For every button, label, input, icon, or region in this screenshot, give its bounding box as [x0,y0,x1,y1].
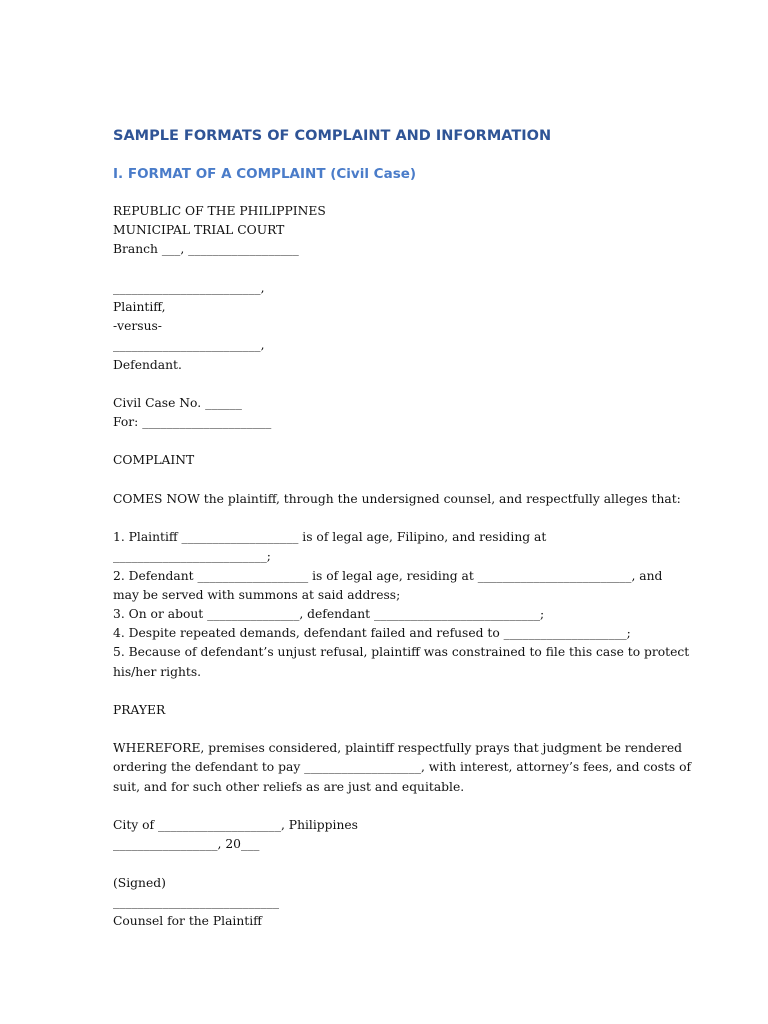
spacer [113,471,673,490]
spacer [113,432,673,451]
allegation-5-line-2: his/her rights. [113,664,202,679]
counsel-label: Counsel for the Plaintiff [113,913,262,928]
spacer [113,509,673,528]
spacer [113,260,673,279]
versus-label: -versus- [113,319,162,334]
document-page [113,125,692,931]
spacer [113,720,673,739]
allegation-3: 3. On or about _______________, defendant ___________________________; [113,606,545,621]
section-heading: I. FORMAT OF A COMPLAINT (Civil Case) [113,166,417,182]
plaintiff-blank: ________________________, [113,280,265,295]
prayer-line-1: WHEREFORE, premises considered, plaintiff respectfully prays that judgment be rendered [113,741,683,756]
closing-date: _________________, 20___ [113,837,260,852]
spacer [113,375,673,394]
prayer-line-2: ordering the defendant to pay ___________________, with interest, attorney’s fees, and costs of [113,760,692,775]
complaint-intro: COMES NOW the plaintiff, through the undersigned counsel, and respectfully alleges that: [113,491,681,506]
prayer-heading: PRAYER [113,702,166,717]
plaintiff-label: Plaintiff, [113,299,166,314]
defendant-blank: ________________________, [113,338,265,353]
document-title: SAMPLE FORMATS OF COMPLAINT AND INFORMATION [113,128,552,144]
caption-republic: REPUBLIC OF THE PHILIPPINES [113,204,326,218]
civil-case-number: Civil Case No. ______ [113,395,242,410]
spacer [113,797,673,816]
caption-court: MUNICIPAL TRIAL COURT [113,223,285,238]
closing-city: City of ____________________, Philippines [113,818,358,832]
allegation-1-line-2: _________________________; [113,549,271,564]
prayer-line-3: suit, and for such other reliefs as are just and equitable. [113,779,465,794]
spacer [113,854,673,873]
signed-label: (Signed) [113,875,166,890]
allegation-2-line-2: may be served with summons at said address; [113,587,401,602]
case-for: For: _____________________ [113,415,272,430]
signature-line: ___________________________ [113,894,280,909]
spacer [113,682,673,701]
allegation-4: 4. Despite repeated demands, defendant failed and refused to ____________________; [113,626,631,641]
allegation-2-line-1: 2. Defendant __________________ is of legal age, residing at _________________________, and [113,568,663,583]
allegation-5-line-1: 5. Because of defendant’s unjust refusal, plaintiff was constrained to file this case to protect [113,645,690,660]
caption-branch: Branch ___, __________________ [113,242,299,257]
allegation-1-line-1: 1. Plaintiff ___________________ is of legal age, Filipino, and residing at [113,530,547,545]
document-body [113,202,692,931]
complaint-heading: COMPLAINT [113,453,195,468]
defendant-label: Defendant. [113,357,182,372]
